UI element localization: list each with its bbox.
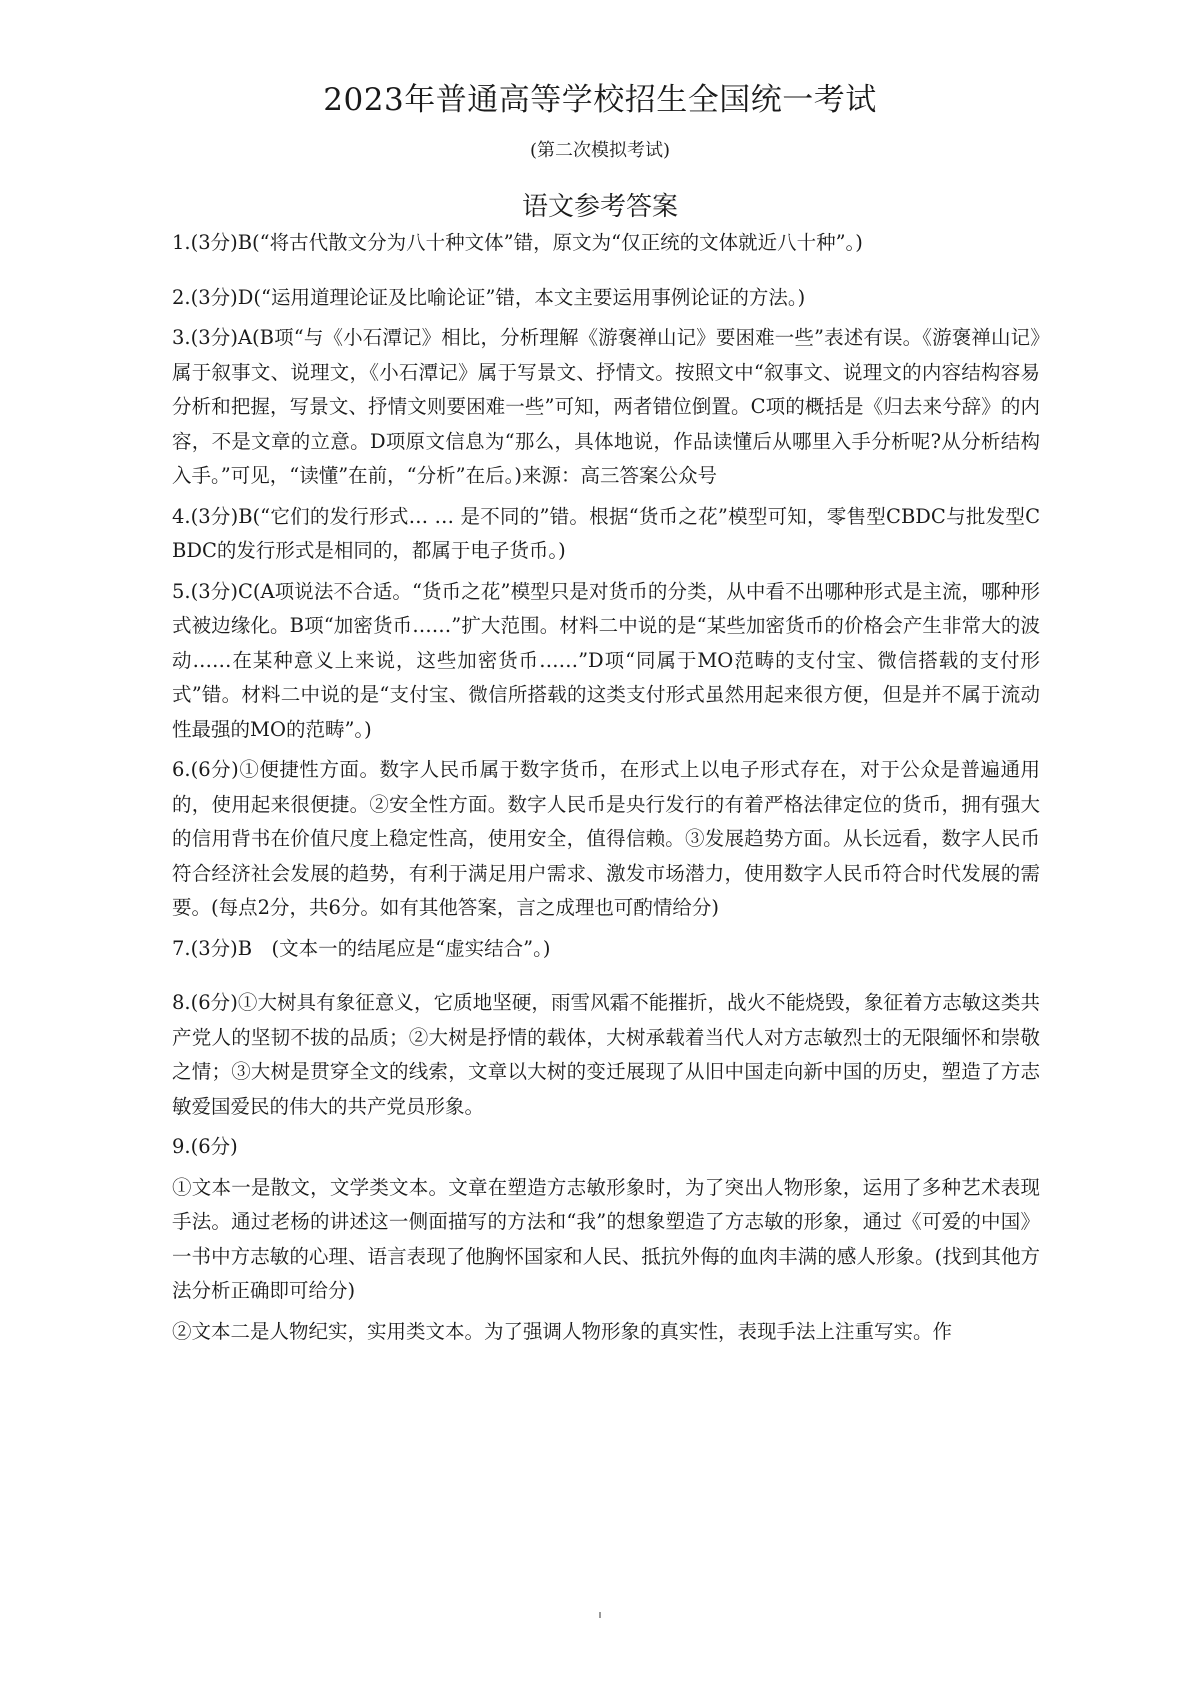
- answer-item-9-part-1: ①文本一是散文，文学类文本。文章在塑造方志敏形象时，为了突出人物形象，运用了多种艺术表现手法。通过老杨的讲述这一侧面描写的方法和“我”的想象塑造了方志敏的形象，通过《可爱的中国》一书中方志敏的心理、语言表现了他胸怀国家和人民、抵抗外侮的血肉丰满的感人形象。(找到其他方法分析正确即可给分): [172, 1175, 1040, 1302]
- answer-item-9-part-2: ②文本二是人物纪实，实用类文本。为了强调人物形象的真实性，表现手法上注重写实。作: [172, 1319, 953, 1343]
- answer-list: [172, 226, 1040, 1355]
- answer-item-3: 3.(3分)A(B项“与《小石潭记》相比，分析理解《游褒禅山记》要困难一些”表述有误。《游褒禅山记》属于叙事文、说理文，《小石潭记》属于写景文、抒情文。按照文中“叙事文、说理文的内容结构容易分析和把握，写景文、抒情文则要困难一些”可知，两者错位倒置。C项的概括是《归去来兮辞》的内容，不是文章的立意。D项原文信息为“那么，具体地说，作品读懂后从哪里入手分析呢?从分析结构入手。”可见，“读懂”在前，“分析”在后。)来源：高三答案公众号: [172, 326, 1040, 487]
- answer-item-8: 8.(6分)①大树具有象征意义，它质地坚硬，雨雪风霜不能摧折，战火不能烧毁，象征着方志敏这类共产党人的坚韧不拔的品质；②大树是抒情的载体，大树承载着当代人对方志敏烈士的无限缅怀和崇敬之情；③大树是贯穿全文的线索，文章以大树的变迁展现了从旧中国走向新中国的历史，塑造了方志敏爱国爱民的伟大的共产党员形象。: [172, 991, 1040, 1118]
- answer-item-7: 7.(3分)B (文本一的结尾应是“虚实结合”。): [172, 936, 551, 960]
- answer-item-5: 5.(3分)C(A项说法不合适。“货币之花”模型只是对货币的分类，从中看不出哪种形式是主流，哪种形式被边缘化。B项“加密货币……”扩大范围。材料二中说的是“某些加密货币的价格会产生非常大的波动……在某种意义上来说，这些加密货币……”D项“同属于MO范畴的支付宝、微信搭载的支付形式”错。材料二中说的是“支付宝、微信所搭载的这类支付形式虽然用起来很方便，但是并不属于流动性最强的MO的范畴”。): [172, 579, 1040, 741]
- exam-subtitle: (第二次模拟考试): [529, 140, 671, 161]
- subject-heading: 语文参考答案: [521, 192, 678, 222]
- answer-item-6: 6.(6分)①便捷性方面。数字人民币属于数字货币，在形式上以电子形式存在，对于公众是普遍通用的，使用起来很便捷。②安全性方面。数字人民币是央行发行的有着严格法律定位的货币，拥有强大的信用背书在价值尺度上稳定性高，使用安全，值得信赖。③发展趋势方面。从长远看，数字人民币符合经济社会发展的趋势，有利于满足用户需求、激发市场潜力，使用数字人民币符合时代发展的需要。(每点2分，共6分。如有其他答案，言之成理也可酌情给分): [172, 758, 1040, 919]
- answer-item-2: 2.(3分)D(“运用道理论证及比喻论证”错，本文主要运用事例论证的方法。): [172, 285, 806, 309]
- answer-item-4: 4.(3分)B(“它们的发行形式… … 是不同的”错。根据“货币之花”模型可知，零售型CBDC与批发型CBDC的发行形式是相同的，都属于电子货币。): [172, 504, 1040, 562]
- page-mark: [599, 1612, 601, 1618]
- answer-item-9: 9.(6分): [172, 1135, 238, 1158]
- exam-title: 2023年普通高等学校招生全国统一考试: [323, 82, 877, 118]
- answer-item-1: 1.(3分)B(“将古代散文分为八十种文体”错，原文为“仅正统的文体就近八十种”。): [172, 231, 863, 254]
